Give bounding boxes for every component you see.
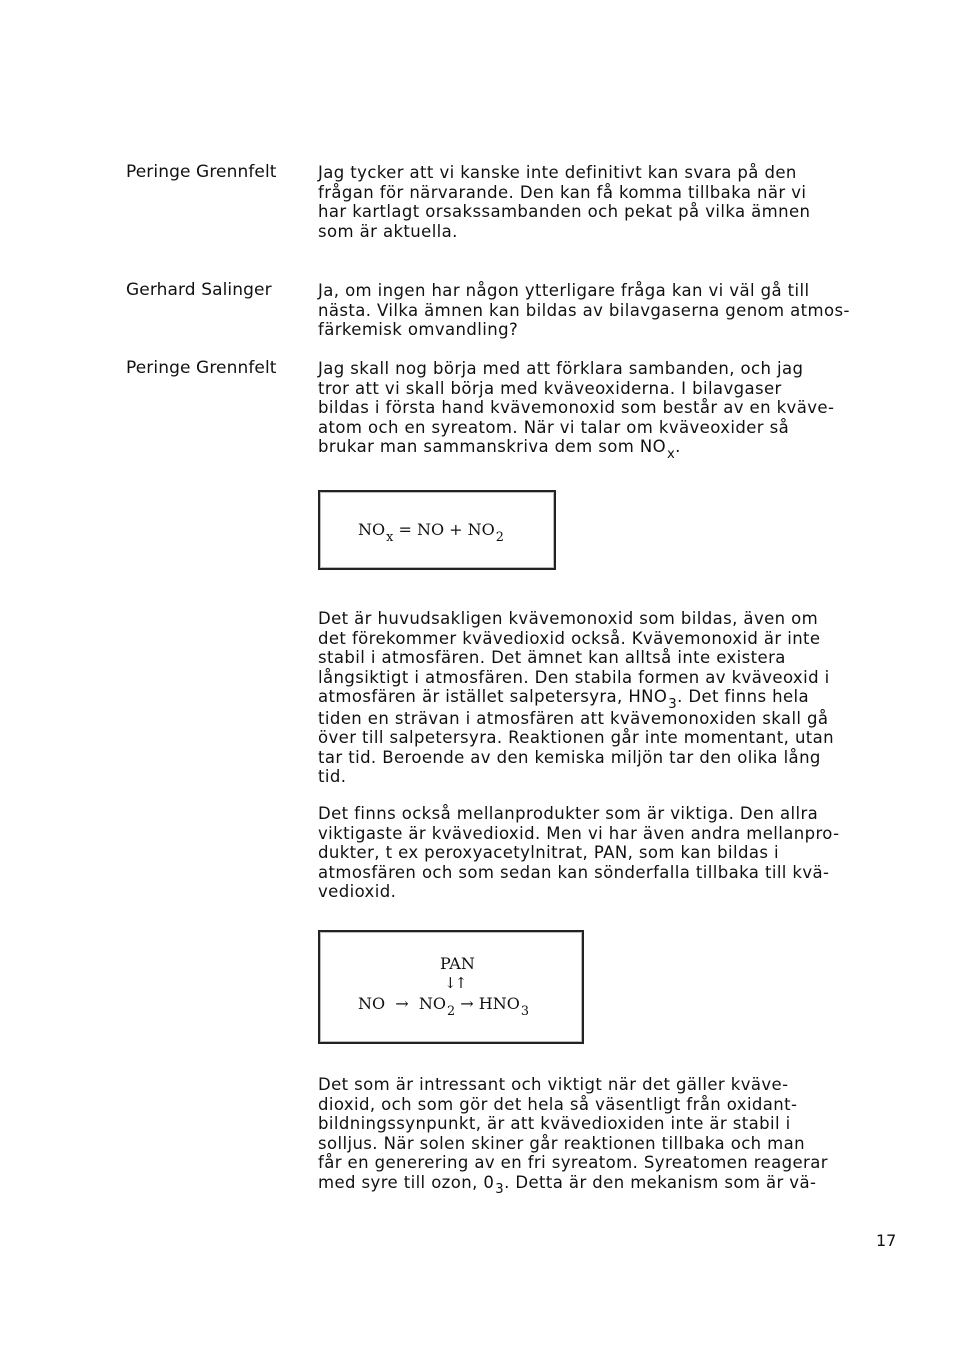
paragraph [318, 804, 898, 902]
equals-sign: = [398, 520, 412, 539]
text-line: färkemisk omvandling? [318, 320, 519, 339]
paragraph [318, 1075, 898, 1198]
formula-text [358, 520, 504, 545]
page-number: 17 [876, 1231, 897, 1250]
text-line: solljus. När solen skiner går reaktionen tillbaka och man [318, 1133, 806, 1153]
text-fragment: atmosfären är istället salpetersyra, HNO [318, 687, 668, 706]
formula-term: NO [416, 520, 445, 539]
subscript: 3 [668, 696, 678, 712]
formula-term: HNO [478, 994, 520, 1013]
text-fragment: med syre till ozon, 0 [318, 1172, 495, 1192]
text-line: tid. [318, 767, 347, 786]
text-line: Det som är intressant och viktigt när det gäller kväve- [318, 1075, 789, 1094]
subscript: 2 [495, 529, 504, 545]
speaker-name: Gerhard Salinger [126, 280, 272, 300]
arrow-right-icon: → [460, 994, 474, 1013]
subscript: 3 [495, 1182, 505, 1198]
text-line: får en generering av en fri syreatom. Syreatomen reagerar [318, 1153, 828, 1172]
formula-box-reaction [318, 930, 584, 1044]
text-line: Jag skall nog börja med att förklara sambanden, och jag [318, 359, 804, 378]
text-line: långsiktigt i atmosfären. Den stabila formen av kväveoxid i [318, 667, 830, 687]
text-line: som är aktuella. [318, 221, 458, 241]
text-line [318, 687, 898, 712]
text-fragment: . [675, 437, 681, 456]
text-line: tar tid. Beroende av den kemiska miljön tar den olika lång [318, 747, 821, 767]
text-fragment: . Det finns hela [677, 687, 809, 706]
paragraph [318, 609, 898, 787]
formula-box-nox [318, 490, 556, 570]
arrow-right-icon: → [395, 994, 409, 1013]
text-line: Jag tycker att vi kanske inte definitivt kan svara på den [318, 163, 797, 182]
text-fragment: . Detta är den mekanism som är vä- [504, 1172, 817, 1192]
formula-term: NO [358, 994, 386, 1013]
formula-term: NO [358, 520, 386, 539]
text-line: viktigaste är kvävedioxid. Men vi har även andra mellanpro- [318, 823, 840, 843]
formula-term: NO [467, 520, 495, 539]
plus-sign: + [449, 520, 463, 539]
text-line: stabil i atmosfären. Det ämnet kan alltså inte existera [318, 648, 786, 667]
subscript: 2 [447, 1003, 456, 1019]
text-line: atmosfären och som sedan kan sönderfalla tillbaka till kvä- [318, 862, 830, 882]
text-line [318, 1172, 898, 1198]
speaker-name: Peringe Grennfelt [126, 358, 277, 378]
text-line: frågan för närvarande. Den kan få komma tillbaka när vi [318, 182, 807, 202]
updown-arrows-icon: ↓↑ [444, 974, 466, 992]
text-line: bildningssynpunkt, är att kvävedioxiden inte är stabil i [318, 1114, 791, 1133]
text-line: det förekommer kvävedioxid också. Kvävemonoxid är inte [318, 628, 821, 648]
text-line: bildas i första hand kvävemonoxid som består av en kväve- [318, 398, 835, 417]
text-line: över till salpetersyra. Reaktionen går inte momentant, utan [318, 728, 835, 747]
text-line: dukter, t ex peroxyacetylnitrat, PAN, som kan bildas i [318, 843, 780, 862]
text-line: nästa. Vilka ämnen kan bildas av bilavgaserna genom atmos- [318, 300, 850, 320]
text-line: Det är huvudsakligen kvävemonoxid som bildas, även om [318, 609, 819, 628]
formula-text [358, 994, 529, 1019]
text-line: tiden en strävan i atmosfären att kvävemonoxiden skall gå [318, 708, 829, 728]
pan-label: PAN [440, 954, 475, 973]
paragraph [318, 359, 898, 462]
paragraph [318, 281, 898, 340]
text-fragment: brukar man sammanskriva dem som NO [318, 437, 666, 456]
text-line: vedioxid. [318, 882, 397, 901]
text-line: Ja, om ingen har någon ytterligare fråga kan vi väl gå till [318, 281, 810, 300]
text-line: Det finns också mellanprodukter som är viktiga. Den allra [318, 804, 819, 823]
text-line: har kartlagt orsakssambanden och pekat på vilka ämnen [318, 202, 811, 221]
subscript: x [666, 446, 676, 462]
text-line: atom och en syreatom. När vi talar om kväveoxider så [318, 417, 790, 437]
speaker-name: Peringe Grennfelt [126, 162, 277, 182]
text-line: tror att vi skall börja med kväveoxiderna. I bilavgaser [318, 378, 782, 398]
formula-term: NO [418, 994, 446, 1013]
subscript: x [386, 529, 394, 545]
text-line [318, 437, 898, 462]
text-line: dioxid, och som gör det hela så väsentligt från oxidant- [318, 1094, 798, 1114]
subscript: 3 [520, 1003, 529, 1019]
paragraph [318, 163, 898, 241]
